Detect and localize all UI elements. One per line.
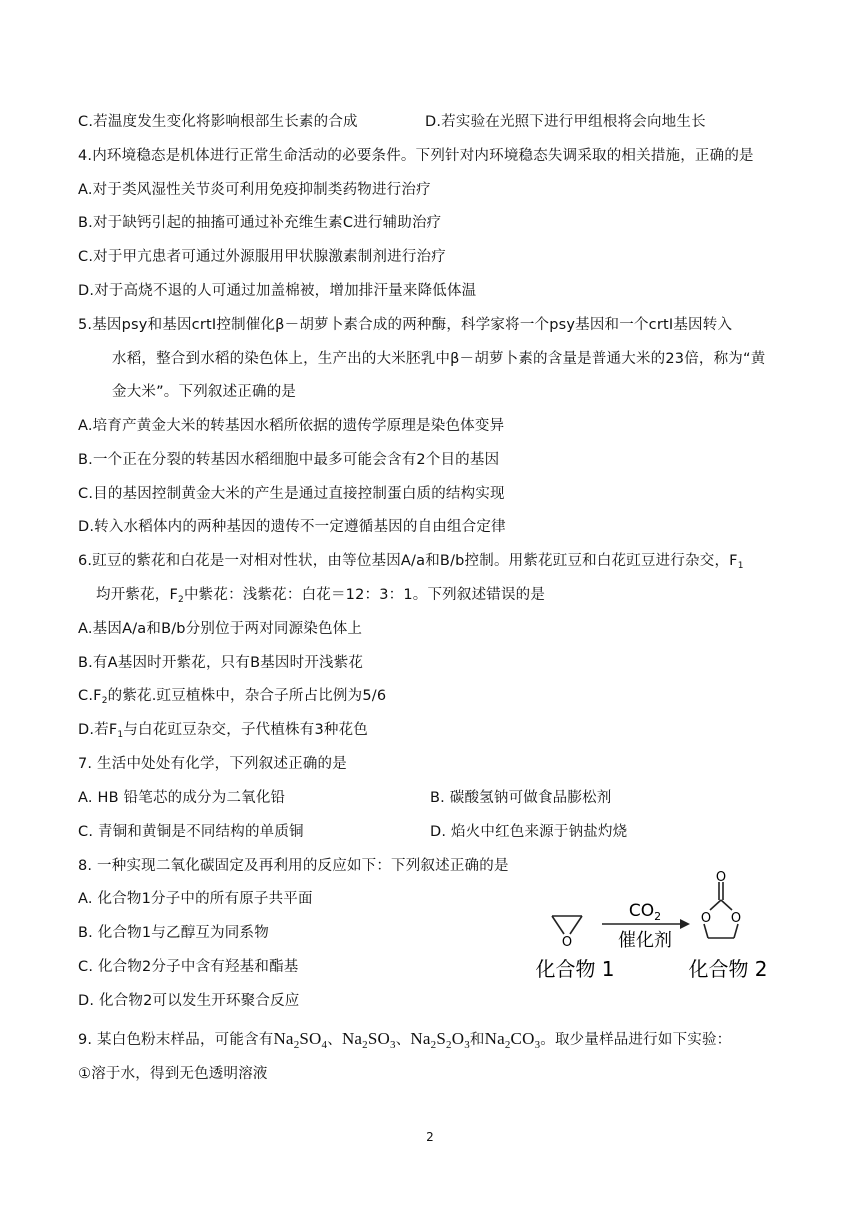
q9-step-1: ①溶于水，得到无色透明溶液 — [78, 1066, 268, 1082]
q6-stem-text: 均开紫花，F — [96, 587, 179, 603]
q7-option-a: A. HB 铅笔芯的成分为二氧化铅 — [78, 790, 286, 806]
q9-stem — [78, 1028, 731, 1056]
reaction-diagram — [530, 868, 780, 988]
epoxide-oxygen: O — [561, 935, 573, 950]
formula-na2so3: $Na_2SO_3$ — [341, 1029, 396, 1051]
carbonyl-oxygen: O — [715, 870, 727, 885]
option-text: D.若F — [78, 722, 118, 738]
compound-1-label: 化合物 1 — [535, 957, 615, 981]
compound-2-label: 化合物 2 — [688, 957, 768, 981]
ring-oxygen-left: O — [700, 911, 712, 926]
ring-oxygen-right: O — [730, 911, 742, 926]
page-number: 2 — [426, 1130, 434, 1144]
q5-option-b: B.一个正在分裂的转基因水稻细胞中最多可能会含有2个目的基因 — [78, 452, 500, 468]
q5-stem-line-2: 水稻，整合到水稻的染色体上，生产出的大米胚乳中β－胡萝卜素的含量是普通大米的23倍，称为“黄 — [112, 351, 766, 367]
q6-option-c — [78, 686, 386, 711]
q6-stem-line-2 — [96, 585, 545, 610]
q6-stem-text: 中紫花：浅紫花：白花＝12：3：1。下列叙述错误的是 — [183, 587, 546, 603]
option-text: 与白花豇豆杂交，子代植株有3种花色 — [123, 722, 368, 738]
q6-option-a: A.基因A/a和B/b分别位于两对同源染色体上 — [78, 621, 363, 637]
q4-option-c: C.对于甲亢患者可通过外源服用甲状腺激素制剂进行治疗 — [78, 249, 446, 265]
q6-stem-line-1 — [78, 551, 744, 576]
option-text: 的紫花.豇豆植株中，杂合子所占比例为5/6 — [107, 688, 387, 704]
epoxide-structure — [552, 916, 582, 934]
separator: 、 — [395, 1032, 411, 1048]
option-text: C.F — [78, 688, 102, 704]
q5-option-c: C.目的基因控制黄金大米的产生是通过直接控制蛋白质的结构实现 — [78, 486, 505, 502]
q6-option-d — [78, 720, 368, 745]
q9-stem-text: 。取少量样品进行如下实验： — [540, 1032, 732, 1048]
q4-option-d: D.对于高烧不退的人可通过加盖棉被，增加排汗量来降低体温 — [78, 283, 477, 299]
catalyst-label: 催化剂 — [618, 930, 672, 951]
q8-option-d: D. 化合物2可以发生开环聚合反应 — [78, 993, 300, 1009]
q6-stem-text: 6.豇豆的紫花和白花是一对相对性状，由等位基因A/a和B/b控制。用紫花豇豆和白花豇豆进行杂交，F — [78, 553, 738, 569]
q7-option-c: C. 青铜和黄铜是不同结构的单质铜 — [78, 824, 304, 840]
q3-option-d: D.若实验在光照下进行甲组根将会向地生长 — [425, 114, 706, 130]
q7-stem: 7. 生活中处处有化学，下列叙述正确的是 — [78, 756, 347, 772]
q4-stem: 4.内环境稳态是机体进行正常生命活动的必要条件。下列针对内环境稳态失调采取的相关措施，正确的是 — [78, 148, 754, 164]
q9-stem-text: 9. 某白色粉末样品，可能含有 — [78, 1032, 274, 1048]
subscript: 2 — [101, 696, 108, 706]
q7-option-d: D. 焰火中红色来源于钠盐灼烧 — [430, 824, 628, 840]
subscript: 1 — [737, 561, 744, 571]
q8-stem: 8. 一种实现二氧化碳固定及再利用的反应如下：下列叙述正确的是 — [78, 858, 509, 874]
separator: 和 — [469, 1032, 485, 1048]
q5-option-d: D.转入水稻体内的两种基因的遗传不一定遵循基因的自由组合定律 — [78, 519, 506, 535]
q5-option-a: A.培育产黄金大米的转基因水稻所依据的遗传学原理是染色体变异 — [78, 418, 505, 434]
q6-option-b: B.有A基因时开紫花，只有B基因时开浅紫花 — [78, 655, 364, 671]
q8-option-c: C. 化合物2分子中含有羟基和酯基 — [78, 959, 299, 975]
formula-na2co3: $Na_2CO_3$ — [484, 1029, 541, 1051]
formula-na2so4: $Na_2SO_4$ — [273, 1029, 328, 1051]
q5-stem-line-3: 金大米”。下列叙述正确的是 — [112, 384, 297, 400]
separator: 、 — [327, 1032, 342, 1048]
q4-option-b: B.对于缺钙引起的抽搐可通过补充维生素C进行辅助治疗 — [78, 215, 442, 231]
formula-na2s2o3: $Na_2S_2O_3$ — [410, 1029, 470, 1051]
subscript: 2 — [178, 595, 184, 605]
q4-option-a: A.对于类风湿性关节炎可利用免疫抑制类药物进行治疗 — [78, 182, 431, 198]
q7-option-b: B. 碳酸氢钠可做食品膨松剂 — [430, 790, 612, 806]
q3-option-c: C.若温度发生变化将影响根部生长素的合成 — [78, 114, 358, 130]
reagent-co2: $CO_2$ — [628, 901, 662, 923]
subscript: 1 — [117, 730, 124, 740]
q8-option-b: B. 化合物1与乙醇互为同系物 — [78, 925, 269, 941]
q8-option-a: A. 化合物1分子中的所有原子共平面 — [78, 891, 313, 907]
cyclic-carbonate-structure — [704, 882, 738, 938]
q5-stem-line-1: 5.基因psy和基因crtI控制催化β－胡萝卜素合成的两种酶，科学家将一个psy基因和一个crtI基因转入 — [78, 317, 733, 333]
